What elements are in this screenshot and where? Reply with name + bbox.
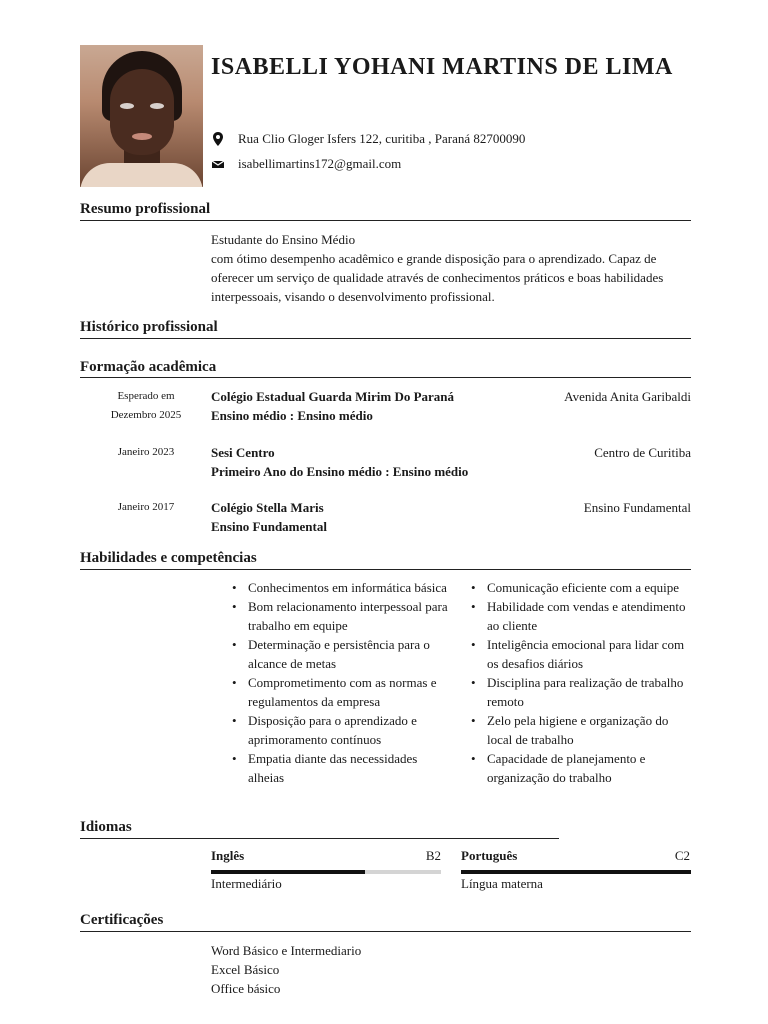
language-proficiency-fill: [211, 870, 365, 874]
education-course: Primeiro Ano do Ensino médio : Ensino médio: [211, 464, 469, 479]
language-proficiency-bar: [211, 870, 441, 874]
list-item: • Habilidade com vendas e atendimento ao cliente: [469, 597, 694, 635]
contact-address: [212, 131, 525, 147]
education-course: Ensino Fundamental: [211, 519, 327, 534]
list-item: Office básico: [211, 981, 281, 996]
education-location: Ensino Fundamental: [583, 500, 691, 515]
section-divider: [80, 220, 691, 221]
education-location: Centro de Curitiba: [594, 445, 691, 460]
section-title-history: Histórico profissional: [80, 319, 218, 335]
section-title-summary: Resumo profissional: [80, 201, 211, 217]
section-title-education: Formação acadêmica: [80, 359, 217, 375]
summary-line-1: Estudante do Ensino Médio: [211, 232, 356, 247]
profile-photo: [80, 45, 203, 187]
language-level: C2: [674, 848, 690, 863]
section-title-languages: Idiomas: [80, 819, 132, 835]
section-divider: [80, 569, 691, 570]
candidate-name: ISABELLI YOHANI MARTINS DE LIMA: [211, 54, 673, 80]
language-level: B2: [425, 848, 441, 863]
education-entry: [211, 387, 531, 425]
list-item: • Conhecimentos em informática básica: [230, 578, 452, 597]
education-entry: [211, 443, 531, 481]
section-divider: [80, 338, 691, 339]
language-name: Português: [461, 848, 518, 863]
certifications-list: [211, 941, 361, 998]
list-item: • Determinação e persistência para o alcance de metas: [230, 635, 452, 673]
list-item: • Empatia diante das necessidades alheias: [230, 749, 452, 787]
education-entry: [211, 498, 531, 536]
list-item: • Inteligência emocional para lidar com os desafios diários: [469, 635, 694, 673]
map-pin-icon: [212, 132, 224, 146]
education-date: Janeiro 2023: [117, 446, 175, 458]
skills-list-left: [230, 578, 452, 787]
section-divider: [80, 377, 691, 378]
education-school: Colégio Estadual Guarda Mirim Do Paraná: [211, 389, 455, 404]
section-divider: [80, 838, 559, 839]
skills-list-right: [469, 578, 694, 787]
summary-line-2: com ótimo desempenho acadêmico e grande disposição para o aprendizado. Capaz de oferecer um serviço de qualidade através de conhecimentos práticos e boas habilidades interpessoais, visando o desenvolvimento profissional.: [211, 251, 664, 304]
address-text: Rua Clio Gloger Isfers 122, curitiba , Paraná 82700090: [238, 131, 526, 146]
language-proficiency-bar: [461, 870, 691, 874]
envelope-icon: [212, 157, 224, 171]
education-date: Esperado em Dezembro 2025: [110, 390, 182, 421]
list-item: • Disposição para o aprendizado e aprimoramento contínuos: [230, 711, 452, 749]
education-date: Janeiro 2017: [117, 501, 175, 513]
list-item: Word Básico e Intermediario: [211, 943, 362, 958]
list-item: Excel Básico: [211, 962, 280, 977]
language-description: Língua materna: [461, 876, 543, 891]
list-item: • Zelo pela higiene e organização do local de trabalho: [469, 711, 694, 749]
list-item: • Bom relacionamento interpessoal para trabalho em equipe: [230, 597, 452, 635]
summary-text: [211, 230, 691, 306]
language-description: Intermediário: [211, 876, 282, 891]
education-school: Sesi Centro: [211, 445, 275, 460]
education-course: Ensino médio : Ensino médio: [211, 408, 373, 423]
list-item: • Comunicação eficiente com a equipe: [469, 578, 694, 597]
list-item: • Capacidade de planejamento e organização do trabalho: [469, 749, 694, 787]
list-item: • Comprometimento com as normas e regulamentos da empresa: [230, 673, 452, 711]
language-name: Inglês: [211, 848, 245, 863]
email-text[interactable]: isabellimartins172@gmail.com: [238, 156, 402, 171]
contact-email: [212, 156, 401, 172]
list-item: • Disciplina para realização de trabalho remoto: [469, 673, 694, 711]
education-location: Avenida Anita Garibaldi: [564, 389, 691, 404]
section-title-certifications: Certificações: [80, 912, 164, 928]
section-divider: [80, 931, 691, 932]
education-school: Colégio Stella Maris: [211, 500, 324, 515]
section-title-skills: Habilidades e competências: [80, 550, 257, 566]
language-proficiency-fill: [461, 870, 691, 874]
